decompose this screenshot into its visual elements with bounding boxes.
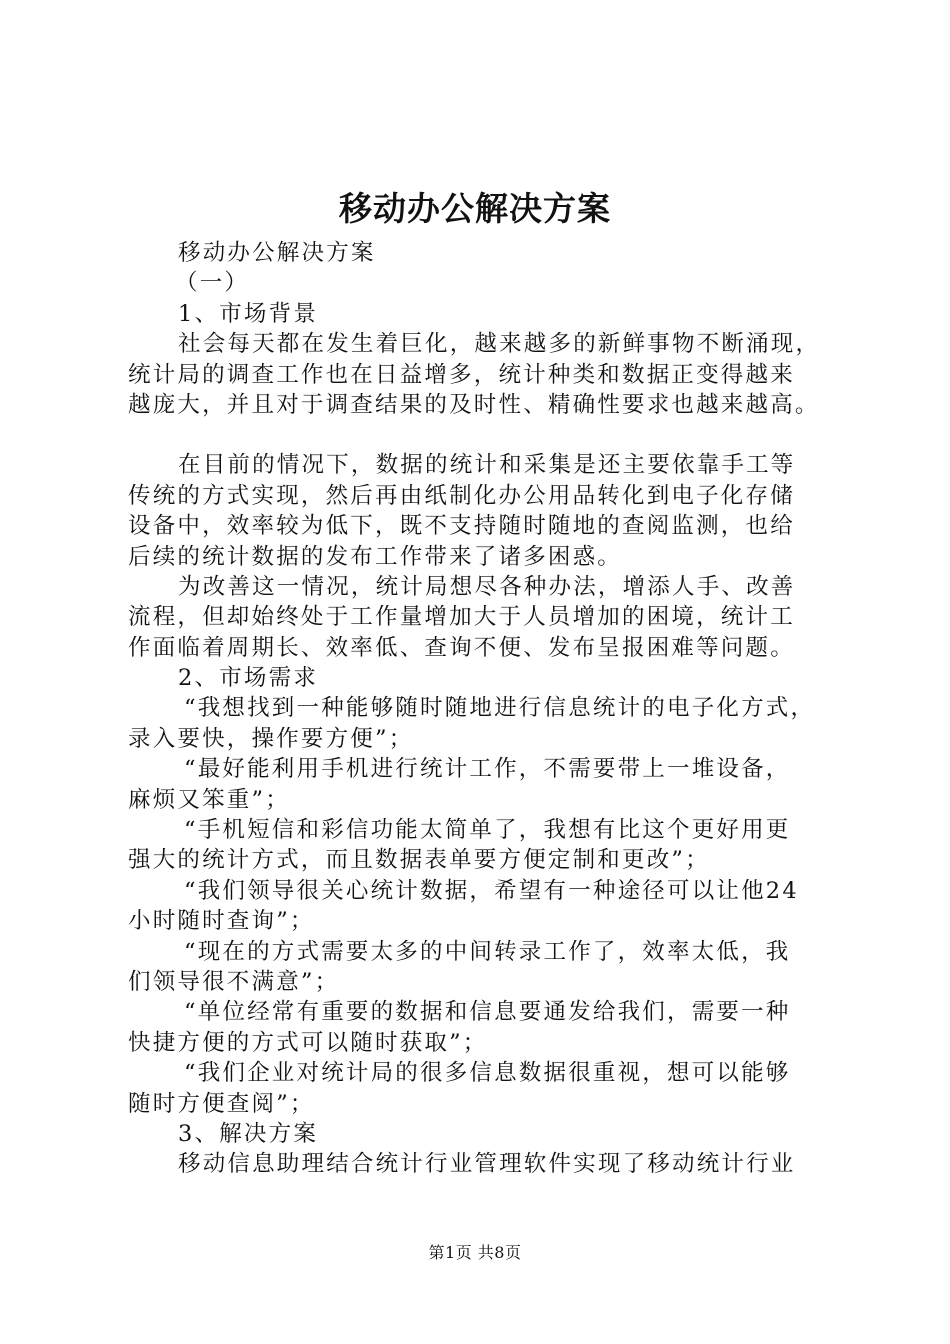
paragraph-gap xyxy=(128,420,838,450)
text-line: 设备中，效率较为低下，既不支持随时随地的查阅监测，也给 xyxy=(128,513,795,540)
text-line: “单位经常有重要的数据和信息要通发给我们，需要一种 xyxy=(184,999,791,1026)
text-line: “我们企业对统计局的很多信息数据很重视，想可以能够 xyxy=(184,1060,791,1087)
text-line: 在目前的情况下，数据的统计和采集是还主要依靠手工等 xyxy=(178,452,796,479)
text-line: “我们领导很关心统计数据，希望有一种途径可以让他24 xyxy=(184,877,799,904)
text-line: 2、市场需求 xyxy=(178,665,319,692)
document-title: 移动办公解决方案 xyxy=(339,189,611,228)
text-line: 传统的方式实现，然后再由纸制化办公用品转化到电子化存储 xyxy=(128,482,795,509)
text-line: 随时方便查阅”； xyxy=(128,1090,315,1117)
text-line: 社会每天都在发生着巨化，越来越多的新鲜事物不断涌现， xyxy=(178,331,821,358)
text-line: 强大的统计方式，而且数据表单要方便定制和更改”； xyxy=(128,847,710,874)
text-line: 统计局的调查工作也在日益增多，统计种类和数据正变得越来 xyxy=(128,361,795,388)
text-line: 作面临着周期长、效率低、查询不便、发布呈报困难等问题。 xyxy=(128,634,795,661)
text-line: 为改善这一情况，统计局想尽各种办法，增添人手、改善 xyxy=(178,573,796,600)
text-line: 录入要快，操作要方便”； xyxy=(128,725,414,752)
text-line: “现在的方式需要太多的中间转录工作了，效率太低，我 xyxy=(184,938,791,965)
text-line: 快捷方便的方式可以随时获取”； xyxy=(128,1029,488,1056)
text-line: 3、解决方案 xyxy=(178,1120,319,1147)
page-footer: 第1页 共8页 xyxy=(428,1243,522,1262)
text-line: 移动办公解决方案 xyxy=(178,240,376,266)
text-line: （一） xyxy=(175,270,250,297)
text-line: 移动信息助理结合统计行业管理软件实现了移动统计行业 xyxy=(178,1151,796,1178)
document-body xyxy=(128,238,838,1180)
text-line: 1、市场背景 xyxy=(178,300,319,327)
text-line: “手机短信和彩信功能太简单了，我想有比这个更好用更 xyxy=(184,817,791,844)
text-line: 流程，但却始终处于工作量增加大于人员增加的困境，统计工 xyxy=(128,604,795,631)
text-line: 麻烦又笨重”； xyxy=(128,786,290,813)
text-line: “我想找到一种能够随时随地进行信息统计的电子化方式， xyxy=(184,695,816,722)
text-line: “最好能利用手机进行统计工作，不需要带上一堆设备， xyxy=(184,756,791,783)
text-line: 们领导很不满意”； xyxy=(128,968,340,995)
text-line: 小时随时查询”； xyxy=(128,908,315,935)
text-line: 后续的统计数据的发布工作带来了诸多困惑。 xyxy=(128,543,623,570)
text-line: 越庞大，并且对于调查结果的及时性、精确性要求也越来越高。 xyxy=(128,391,820,418)
